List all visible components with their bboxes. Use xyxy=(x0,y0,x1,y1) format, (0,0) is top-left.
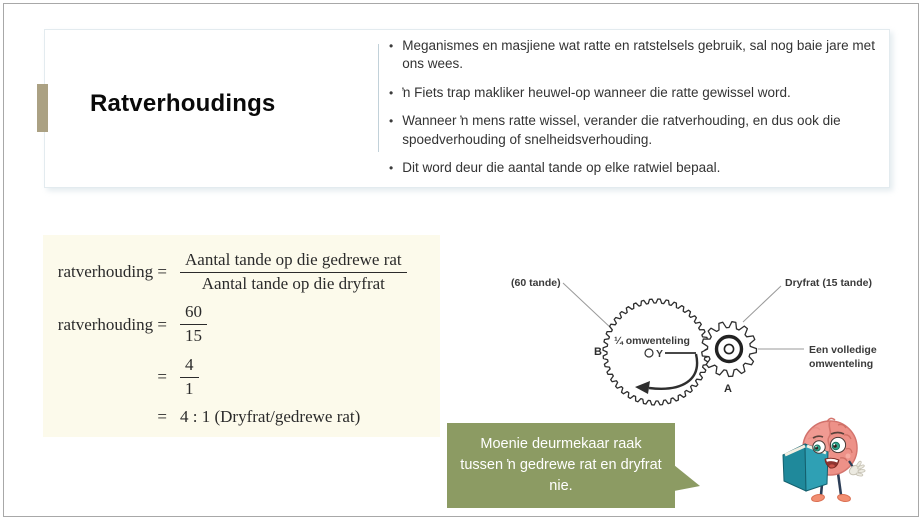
formula-result: 4 : 1 (Dryfrat/gedrewe rat) xyxy=(180,407,361,427)
driver-gear-label: Dryfrat (15 tande) xyxy=(785,277,872,289)
driven-gear-label: (60 tande) xyxy=(511,277,561,289)
bullet-text: Meganismes en masjiene wat ratte en ratstelsels gebruik, sal nog baie jare met ons wees. xyxy=(402,38,875,72)
gear-diagram xyxy=(475,253,905,418)
bullet-marker: • xyxy=(389,39,394,53)
formula-row xyxy=(43,355,440,399)
formula-lhs: = xyxy=(157,367,167,387)
bullet-marker: • xyxy=(389,85,394,100)
bullet-item xyxy=(389,159,875,178)
brain-mascot xyxy=(772,411,874,513)
formula-lhs: ratverhouding = xyxy=(57,262,167,282)
bullet-item xyxy=(389,84,875,103)
bullet-marker: • xyxy=(389,114,394,129)
header-divider xyxy=(378,44,379,152)
leader-line-driven-gear xyxy=(563,283,612,329)
callout-text: Moenie deurmekaar raak tussen ŉ gedrewe rat en dryfrat nie. xyxy=(460,435,662,494)
fraction-numerator: Aantal tande op die gedrewe rat xyxy=(180,250,407,273)
mascot-blush xyxy=(846,454,851,459)
fraction-numerator: 4 xyxy=(180,355,199,378)
bullet-item xyxy=(389,112,875,149)
formula-panel xyxy=(43,235,440,437)
full-rotation-label-line1: Een volledige xyxy=(809,344,877,356)
fraction xyxy=(180,302,207,346)
bullet-text: Wanneer ŉ mens ratte wissel, verander die ratverhouding, en dus ook die spoedverhouding of snelheidsverhouding. xyxy=(402,113,841,147)
formula-lhs: = xyxy=(157,407,167,427)
quarter-rotation-label: ¼ omwenteling xyxy=(614,335,690,347)
mascot-eye-glint xyxy=(834,444,836,446)
formula-lhs: ratverhouding = xyxy=(57,314,167,334)
gear-b-letter: B xyxy=(594,346,602,358)
formula-row xyxy=(43,407,440,427)
mascot-tongue xyxy=(829,464,835,467)
bullet-list xyxy=(389,37,875,188)
formula-row xyxy=(43,302,440,346)
bullet-marker: • xyxy=(389,161,394,176)
bullet-text: Dit word deur die aantal tande op elke ratwiel bepaal. xyxy=(402,160,721,176)
title-accent-bar xyxy=(37,84,48,132)
callout-tail xyxy=(674,461,702,493)
fraction xyxy=(180,250,407,294)
axle-y-label: Y xyxy=(656,348,664,360)
fraction xyxy=(180,355,199,399)
mascot-eye-glint xyxy=(815,446,816,447)
mascot-leg xyxy=(838,473,841,495)
fraction-denominator: 15 xyxy=(185,326,202,346)
formula-row xyxy=(43,250,440,294)
driver-gear-axle xyxy=(724,344,733,353)
leader-line-driver-gear xyxy=(743,286,781,322)
callout-box xyxy=(447,423,675,508)
fraction-denominator: Aantal tande op die dryfrat xyxy=(201,273,385,293)
bullet-item xyxy=(389,37,875,74)
bullet-text: ŉ Fiets trap makliker heuwel-op wanneer die ratte gewissel word. xyxy=(402,84,791,100)
fraction-denominator: 1 xyxy=(185,378,194,398)
page-title: Ratverhoudings xyxy=(90,90,276,117)
gear-a-letter: A xyxy=(724,383,732,395)
mascot-shoe xyxy=(811,494,825,503)
fraction-numerator: 60 xyxy=(180,302,207,325)
full-rotation-label-line2: omwenteling xyxy=(809,358,874,370)
mascot-shoe xyxy=(837,494,851,503)
